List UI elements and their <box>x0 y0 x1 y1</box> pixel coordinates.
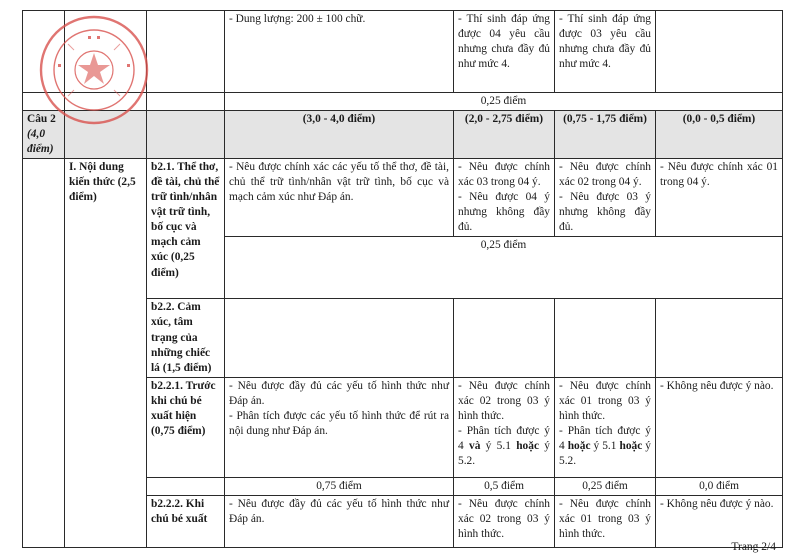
b21-level3 <box>555 159 656 237</box>
question-label: Câu 2 <box>27 113 56 126</box>
cell-top-level2: - Thí sinh đáp ứng được 04 yêu cầu nhưng chưa đầy đủ như mức 4. <box>454 11 555 93</box>
empty-cell <box>147 93 225 111</box>
b222-level1: - Nêu được đầy đủ các yếu tố hình thức như Đáp án. <box>225 495 454 547</box>
b21-level1: - Nêu được chính xác các yếu tố thể thơ, đề tài, chủ thể trữ tình/nhân vật trữ tình, bố cục và mạch cảm xúc như Đáp án. <box>225 159 454 237</box>
criterion-b222: b2.2.2. Khi chú bé xuất <box>147 495 225 547</box>
question-points: (4,0 điểm) <box>27 128 54 156</box>
b221-level2-b: - Phân tích được ý 4 và ý 5.1 hoặc ý 5.2. <box>458 424 551 467</box>
b222-level2: - Nêu được chính xác 02 trong 03 ý hình thức. <box>454 495 555 547</box>
b221-level2 <box>454 377 555 477</box>
empty-cell <box>23 159 65 548</box>
b221-level1 <box>225 377 454 477</box>
score-cell: 0,75 điểm <box>225 477 454 495</box>
b21-level3-a: - Nêu được chính xác 02 trong 04 ý. <box>559 161 651 189</box>
b222-level4: - Không nêu được ý nào. <box>656 495 783 547</box>
empty-cell <box>225 299 454 377</box>
b221-level1-b: - Phân tích được các yếu tố hình thức để rút ra nội dung như Đáp án. <box>229 409 449 437</box>
empty-cell <box>147 477 225 495</box>
b21-level2-b: - Nêu được 04 ý nhưng không đầy đủ. <box>458 191 550 234</box>
level-3-header: (0,75 - 1,75 điểm) <box>555 111 656 159</box>
criterion-b22: b2.2. Cảm xúc, tâm trạng của những chiếc lá (1,5 điểm) <box>147 299 225 377</box>
empty-cell <box>454 299 555 377</box>
score-cell: 0,25 điểm <box>555 477 656 495</box>
empty-cell <box>147 111 225 159</box>
b221-level1-a: - Nêu được đầy đủ các yếu tố hình thức như Đáp án. <box>229 379 449 407</box>
b21-level2-a: - Nêu được chính xác 03 trong 04 ý. <box>458 161 550 189</box>
level-2-header: (2,0 - 2,75 điểm) <box>454 111 555 159</box>
criterion-b21: b2.1. Thể thơ, đề tài, chủ thể trữ tình/nhân vật trữ tình, bố cục và mạch cảm xúc (0,25 điểm) <box>147 159 225 299</box>
b221-level3-b: - Phân tích được ý 4 hoặc ý 5.1 hoặc ý 5.2. <box>559 424 652 467</box>
level-1-header: (3,0 - 4,0 điểm) <box>225 111 454 159</box>
score-cell: 0,25 điểm <box>225 237 783 299</box>
score-cell: 0,5 điểm <box>454 477 555 495</box>
b222-level3: - Nêu được chính xác 01 trong 03 ý hình thức. <box>555 495 656 547</box>
b21-level4: - Nêu được chính xác 01 trong 04 ý. <box>656 159 783 237</box>
page-number: Trang 2/4 <box>731 541 776 553</box>
table-row <box>23 159 783 237</box>
b21-level2 <box>454 159 555 237</box>
b221-level4: - Không nêu được ý nào. <box>656 377 783 477</box>
content-title: I. Nội dung kiến thức (2,5 điểm) <box>65 159 147 548</box>
b221-level3 <box>555 377 656 477</box>
cell-top-requirement: - Dung lượng: 200 ± 100 chữ. <box>225 11 454 93</box>
b21-level3-b: - Nêu được 03 ý nhưng không đầy đủ. <box>559 191 651 234</box>
level-4-header: (0,0 - 0,5 điểm) <box>656 111 783 159</box>
seal-stamp <box>38 14 150 126</box>
criterion-b221: b2.2.1. Trước khi chú bé xuất hiện (0,75 điểm) <box>147 377 225 477</box>
empty-cell <box>147 11 225 93</box>
cell-top-level3: - Thí sinh đáp ứng được 03 yêu cầu nhưng chưa đầy đủ như mức 4. <box>555 11 656 93</box>
empty-cell <box>555 299 656 377</box>
b221-level3-a: - Nêu được chính xác 01 trong 03 ý hình thức. <box>559 379 651 422</box>
score-cell: 0,0 điểm <box>656 477 783 495</box>
empty-cell <box>656 11 783 93</box>
empty-cell <box>656 299 783 377</box>
b221-level2-a: - Nêu được chính xác 02 trong 03 ý hình thức. <box>458 379 550 422</box>
score-cell: 0,25 điểm <box>225 93 783 111</box>
